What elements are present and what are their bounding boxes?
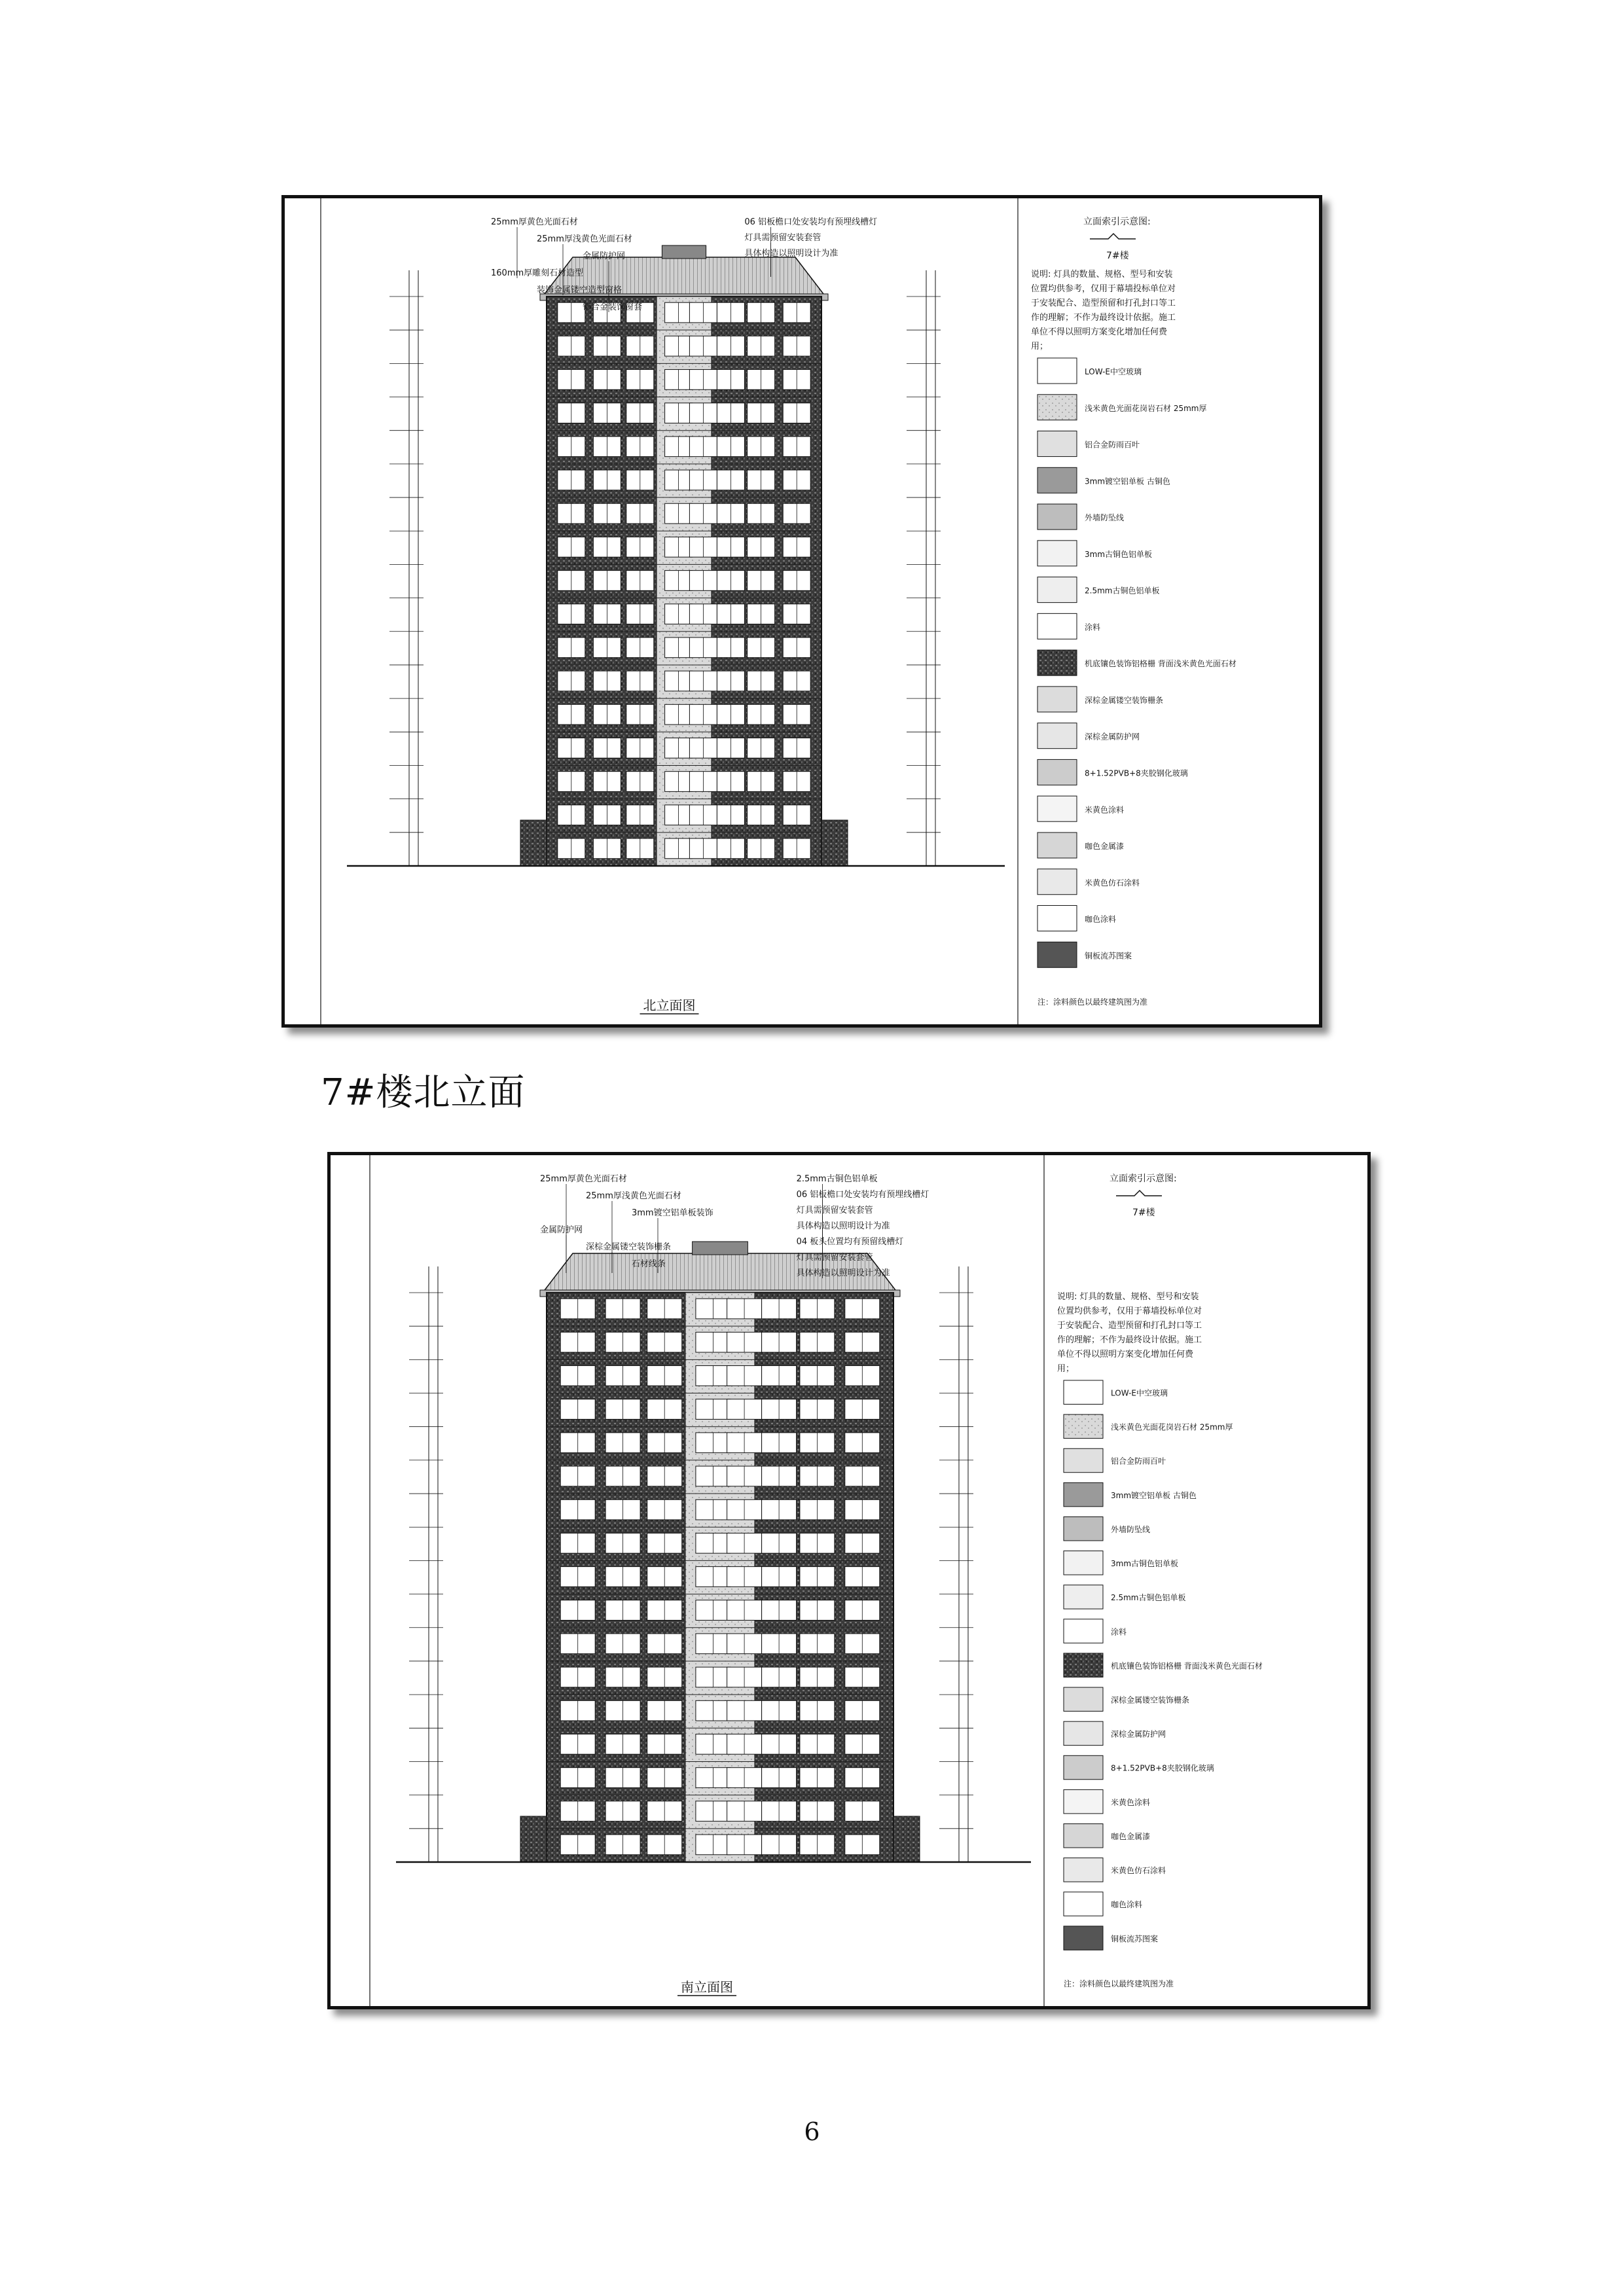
north-elevation-svg [285, 198, 1319, 1024]
legend-swatch [1038, 687, 1077, 712]
legend-label: 涂料 [1111, 1627, 1127, 1637]
legend-label: 2.5mm古铜色铝单板 [1085, 586, 1160, 596]
legend-swatch [1038, 541, 1077, 566]
callout-label: 金属防护网 [583, 251, 626, 261]
legend-label: 涂料 [1085, 622, 1101, 632]
legend-swatch [1064, 1653, 1103, 1677]
legend-swatch [1038, 613, 1077, 639]
legend-label: 咖色金属漆 [1085, 842, 1125, 852]
legend-label: 米黄色仿石涂料 [1111, 1866, 1166, 1876]
design-note: 说明: 灯具的数量、规格、型号和安装 [1031, 270, 1173, 279]
design-note: 作的理解；不作为最终设计依据。施工 [1031, 313, 1176, 323]
design-note: 单位不得以照明方案变化增加任何费 [1031, 327, 1168, 337]
callout-label: 具体构造以照明设计为准 [796, 1268, 890, 1278]
south-elevation-drawing [327, 1152, 1371, 2009]
legend-label: 3mm镀空铝单板 古铜色 [1085, 476, 1170, 486]
callout-label: 3mm镀空铝单板装饰 [632, 1208, 713, 1218]
drawing-title: 北立面图 [643, 997, 696, 1013]
legend-label: LOW-E中空玻璃 [1111, 1388, 1168, 1398]
legend-footer-note: 注：涂料颜色以最终建筑图为准 [1038, 997, 1148, 1007]
callout-label: 灯具需预留安装套管 [796, 1206, 873, 1215]
legend-swatch [1038, 833, 1077, 858]
legend-swatch [1038, 759, 1077, 785]
legend-label: 米黄色仿石涂料 [1085, 878, 1140, 888]
legend-swatch [1038, 577, 1077, 603]
legend-label: 机底镶色装饰铝格栅 背面浅米黄色光面石材 [1111, 1661, 1263, 1671]
legend-label: 3mm古铜色铝单板 [1085, 549, 1153, 559]
legend-label: 深棕金属镂空装饰栅条 [1111, 1695, 1190, 1705]
legend-swatch [1038, 796, 1077, 821]
podium-right [821, 820, 848, 866]
legend-label: 米黄色涂料 [1111, 1797, 1151, 1807]
legend-label: 铜板流苏图案 [1085, 951, 1132, 961]
callout-label: 25mm厚黄色光面石材 [491, 217, 578, 227]
legend-swatch [1064, 1687, 1103, 1711]
legend-swatch [1064, 1482, 1103, 1506]
legend-swatch [1064, 1926, 1103, 1950]
index-title: 立面索引示意图: [1110, 1174, 1177, 1184]
legend-label: 3mm古铜色铝单板 [1111, 1559, 1179, 1569]
legend-swatch [1038, 905, 1077, 931]
callout-label: 深棕金属镂空装饰栅条 [586, 1242, 672, 1252]
roof-stair-house [693, 1242, 748, 1255]
callout-label: 铝合金装饰窗套 [583, 302, 643, 312]
podium-right [893, 1816, 920, 1862]
callout-label: 金属防护网 [540, 1225, 583, 1235]
design-note: 于安装配合、造型预留和打孔封口等工 [1031, 298, 1176, 308]
legend-swatch [1064, 1789, 1103, 1813]
legend-swatch [1064, 1858, 1103, 1882]
legend-label: 2.5mm古铜色铝单板 [1111, 1593, 1186, 1603]
legend-swatch [1038, 942, 1077, 967]
legend-swatch [1064, 1380, 1103, 1404]
legend-label: 外墙防坠线 [1111, 1524, 1151, 1534]
legend-swatch [1064, 1516, 1103, 1540]
drawing-title: 南立面图 [681, 1979, 733, 1995]
legend-swatch [1064, 1619, 1103, 1643]
callout-label: 06 铝板檐口处安装均有预埋线槽灯 [796, 1190, 929, 1200]
callout-label: 具体构造以照明设计为准 [796, 1221, 890, 1231]
legend-swatch [1064, 1892, 1103, 1916]
callout-label: 具体构造以照明设计为准 [744, 249, 839, 259]
legend-label: 咖色涂料 [1085, 914, 1117, 924]
legend-label: 铜板流苏图案 [1111, 1934, 1159, 1944]
legend-swatch [1038, 650, 1077, 675]
legend-swatch [1064, 1721, 1103, 1745]
legend-swatch [1064, 1448, 1103, 1472]
legend-swatch [1064, 1551, 1103, 1575]
legend-swatch [1038, 431, 1077, 457]
legend-swatch [1064, 1824, 1103, 1848]
callout-label: 25mm厚浅黄色光面石材 [586, 1191, 681, 1201]
legend-label: 浅米黄色光面花岗岩石材 25mm厚 [1085, 403, 1207, 413]
legend-swatch [1038, 467, 1077, 493]
legend-label: 铝合金防雨百叶 [1111, 1456, 1166, 1466]
legend-label: 深棕金属防护网 [1085, 732, 1140, 742]
north-elevation-drawing [281, 195, 1322, 1028]
design-note: 用； [1057, 1364, 1075, 1374]
callout-label: 04 板头位置均有预留线槽灯 [796, 1237, 904, 1247]
callout-label: 25mm厚黄色光面石材 [540, 1174, 627, 1184]
legend-label: 8+1.52PVB+8夹胶钢化玻璃 [1111, 1763, 1214, 1773]
legend-label: 8+1.52PVB+8夹胶钢化玻璃 [1085, 768, 1188, 778]
building-label: 7#楼 [1106, 251, 1129, 261]
index-marker [1116, 1191, 1162, 1196]
legend-swatch [1038, 504, 1077, 529]
legend-swatch [1038, 358, 1077, 384]
legend-footer-note: 注：涂料颜色以最终建筑图为准 [1064, 1979, 1174, 1988]
legend-label: 铝合金防雨百叶 [1085, 440, 1140, 450]
index-marker [1090, 234, 1136, 239]
legend-swatch [1064, 1585, 1103, 1609]
legend-swatch [1064, 1755, 1103, 1779]
callout-label: 灯具需预留安装套管 [744, 233, 821, 243]
callout-label: 石材线条 [632, 1259, 666, 1269]
roof-stair-house [662, 245, 706, 259]
legend-label: 深棕金属镂空装饰栅条 [1085, 695, 1164, 705]
building-label: 7#楼 [1132, 1208, 1155, 1218]
legend-label: 机底镶色装饰铝格栅 背面浅米黄色光面石材 [1085, 659, 1236, 669]
design-note: 说明: 灯具的数量、规格、型号和安装 [1057, 1292, 1199, 1302]
index-title: 立面索引示意图: [1083, 217, 1151, 227]
design-note: 于安装配合、造型预留和打孔封口等工 [1057, 1321, 1202, 1331]
callout-label: 灯具需预留安装套管 [796, 1253, 873, 1263]
callout-label: 25mm厚浅黄色光面石材 [537, 234, 632, 244]
legend-label: LOW-E中空玻璃 [1085, 367, 1142, 377]
legend-label: 米黄色涂料 [1085, 805, 1125, 815]
podium-left [520, 820, 547, 866]
design-note: 位置均供参考，仅用于幕墙投标单位对 [1031, 284, 1176, 294]
legend-swatch [1038, 395, 1077, 420]
design-note: 单位不得以照明方案变化增加任何费 [1057, 1350, 1194, 1359]
legend-label: 3mm镀空铝单板 古铜色 [1111, 1490, 1197, 1500]
legend-label: 深棕金属防护网 [1111, 1729, 1166, 1739]
callout-label: 160mm厚雕刻石材造型 [491, 268, 584, 278]
podium-left [520, 1816, 547, 1862]
drawing-caption: 7#楼北立面 [321, 1071, 526, 1114]
legend-label: 咖色涂料 [1111, 1900, 1143, 1910]
legend-swatch [1038, 723, 1077, 749]
callout-label: 06 铝板檐口处安装均有预埋线槽灯 [744, 217, 878, 227]
page-number: 6 [804, 2117, 820, 2146]
design-note: 位置均供参考，仅用于幕墙投标单位对 [1057, 1306, 1202, 1316]
design-note: 作的理解；不作为最终设计依据。施工 [1057, 1335, 1202, 1345]
legend-swatch [1064, 1414, 1103, 1438]
south-elevation-svg [331, 1155, 1367, 2006]
callout-label: 2.5mm古铜色铝单板 [796, 1174, 878, 1184]
legend-label: 外墙防坠线 [1085, 513, 1125, 523]
legend-label: 咖色金属漆 [1111, 1831, 1151, 1841]
callout-label: 装饰金属镂空造型窗格 [537, 285, 623, 295]
legend-swatch [1038, 869, 1077, 895]
legend-label: 浅米黄色光面花岗岩石材 25mm厚 [1111, 1422, 1233, 1432]
design-note: 用； [1031, 342, 1049, 351]
